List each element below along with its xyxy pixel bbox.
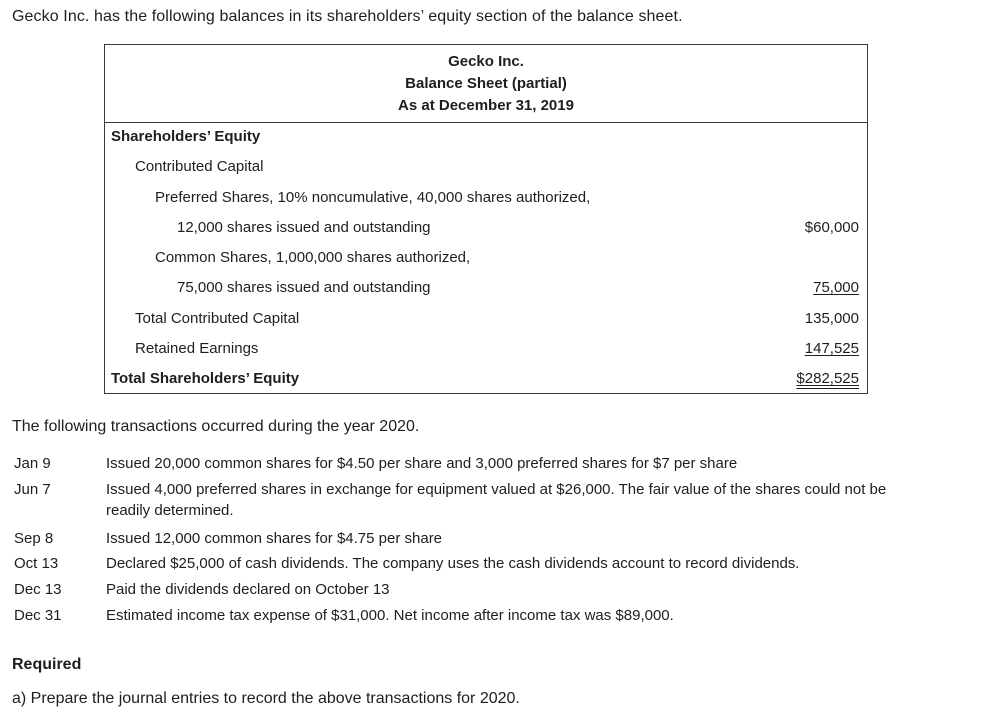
- section-heading: Shareholders’ Equity: [111, 128, 261, 145]
- balance-sheet-header: [105, 45, 867, 123]
- contributed-capital-label: Contributed Capital: [135, 158, 264, 175]
- retained-earnings-amount: 147,525: [804, 340, 859, 357]
- transaction-date: Dec 13: [14, 581, 62, 598]
- transaction-description: Issued 4,000 preferred shares in exchange for equipment valued at $26,000. The fair value of the shares could not be readily determined.: [106, 481, 887, 519]
- transactions-intro: The following transactions occurred during the year 2020.: [12, 418, 420, 435]
- required-item-a: a) Prepare the journal entries to record the above transactions for 2020.: [12, 690, 520, 707]
- company-name: Gecko Inc.: [448, 53, 524, 70]
- retained-earnings-label: Retained Earnings: [135, 340, 259, 357]
- transaction-date: Oct 13: [14, 555, 59, 572]
- transaction-date: Sep 8: [14, 530, 54, 547]
- common-shares-line2: 75,000 shares issued and outstanding: [177, 279, 431, 296]
- transaction-description: Estimated income tax expense of $31,000. Net income after income tax was $89,000.: [106, 607, 674, 624]
- preferred-shares-amount: $60,000: [804, 219, 859, 236]
- transaction-date: Jun 7: [14, 481, 51, 498]
- preferred-shares-line2: 12,000 shares issued and outstanding: [177, 219, 431, 236]
- transaction-description: Issued 12,000 common shares for $4.75 per share: [106, 530, 443, 547]
- required-heading: Required: [12, 656, 82, 673]
- common-shares-amount: 75,000: [813, 279, 859, 296]
- transaction-description: Declared $25,000 of cash dividends. The company uses the cash dividends account to record dividends.: [106, 555, 800, 572]
- transaction-description: Paid the dividends declared on October 13: [106, 581, 390, 598]
- total-equity-label: Total Shareholders’ Equity: [111, 370, 300, 387]
- preferred-shares-line1: Preferred Shares, 10% noncumulative, 40,000 shares authorized,: [155, 189, 591, 206]
- statement-title: Balance Sheet (partial): [405, 75, 567, 92]
- transaction-description: Issued 20,000 common shares for $4.50 per share and 3,000 preferred shares for $7 per share: [106, 455, 738, 472]
- transaction-date: Dec 31: [14, 607, 62, 624]
- transaction-date: Jan 9: [14, 455, 51, 472]
- common-shares-line1: Common Shares, 1,000,000 shares authorized,: [155, 249, 471, 266]
- total-contributed-amount: 135,000: [804, 310, 859, 327]
- statement-date: As at December 31, 2019: [398, 97, 574, 114]
- total-contributed-label: Total Contributed Capital: [135, 310, 300, 327]
- intro-text: Gecko Inc. has the following balances in its shareholders’ equity section of the balance sheet.: [12, 8, 683, 25]
- balance-sheet: [104, 44, 868, 394]
- total-equity-amount: $282,525: [796, 370, 859, 387]
